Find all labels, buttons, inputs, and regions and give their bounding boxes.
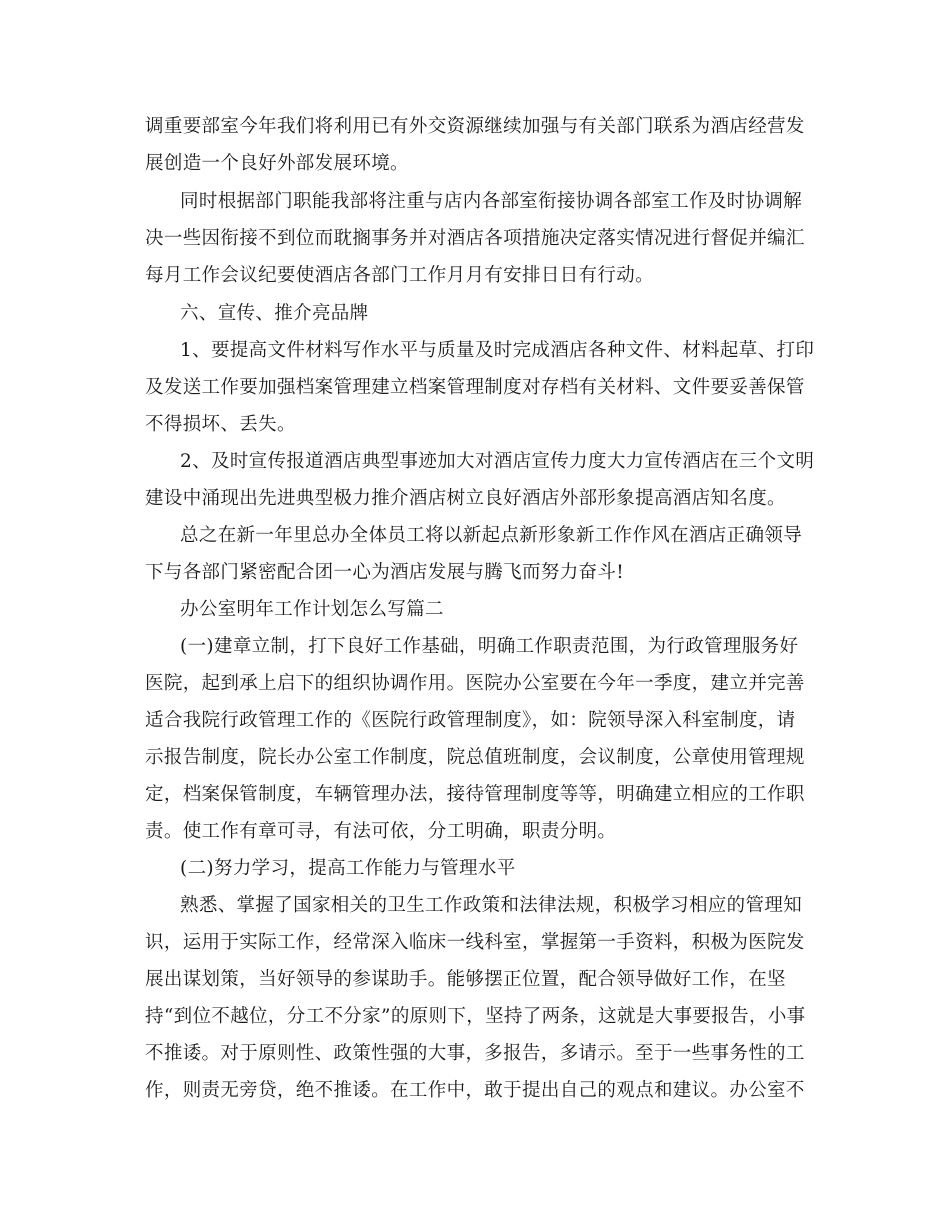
text-line: 调重要部室今年我们将利用已有外交资源继续加强与有关部门联系为酒店经营发 <box>145 116 805 137</box>
text-line: 1、要提高文件材料写作水平与质量及时完成酒店各种文件、材料起草、打印 <box>180 340 815 361</box>
text-line: 展创造一个良好外部发展环境。 <box>145 153 409 174</box>
text-line: 同时根据部门职能我部将注重与店内各部室衔接协调各部室工作及时协调解 <box>180 191 803 212</box>
text-line: 熟悉、掌握了国家相关的卫生工作政策和法律法规，积极学习相应的管理知 <box>180 895 803 916</box>
text-line: 持“到位不越位，分工不分家”的原则下，坚持了两条，这就是大事要报告，小事 <box>145 1006 806 1027</box>
section-heading: 六、宣传、推介亮品牌 <box>180 303 369 324</box>
text-line: 2、及时宣传报道酒店典型事迹加大对酒店宣传力度大力宣传酒店在三个文明 <box>180 451 815 472</box>
text-line: 定，档案保管制度，车辆管理办法，接待管理制度等等，明确建立相应的工作职 <box>145 784 805 805</box>
text-line: 不推诿。对于原则性、政策性强的大事，多报告，多请示。至于一些事务性的工 <box>145 1043 805 1064</box>
text-line: 及发送工作要加强档案管理建立档案管理制度对存档有关材料、文件要妥善保管 <box>145 377 805 398</box>
section-heading: (二)努力学习，提高工作能力与管理水平 <box>180 858 516 879</box>
text-line: 建设中涌现出先进典型极力推介酒店树立良好酒店外部形象提高酒店知名度。 <box>145 488 786 509</box>
text-line: 医院，起到承上启下的组织协调作用。医院办公室要在今年一季度，建立并完善 <box>145 673 805 694</box>
text-line: 作，则责无旁贷，绝不推诿。在工作中，敢于提出自己的观点和建议。办公室不 <box>145 1080 805 1101</box>
text-line: 责。使工作有章可寻，有法可依，分工明确，职责分明。 <box>145 821 617 842</box>
text-line: 适合我院行政管理工作的《医院行政管理制度》，如：院领导深入科室制度，请 <box>145 710 796 731</box>
text-line: 示报告制度，院长办公室工作制度，院总值班制度，会议制度，公章使用管理规 <box>145 747 805 768</box>
text-line: 每月工作会议纪要使酒店各部门工作月月有安排日日有行动。 <box>145 265 654 286</box>
text-line: 总之在新一年里总办全体员工将以新起点新形象新工作作风在酒店正确领导 <box>180 525 803 546</box>
text-line: 下与各部门紧密配合团一心为酒店发展与腾飞而努力奋斗! <box>145 562 625 583</box>
text-line: 不得损坏、丢失。 <box>145 414 296 435</box>
text-line: 决一些因衔接不到位而耽搁事务并对酒店各项措施决定落实情况进行督促并编汇 <box>145 228 805 249</box>
text-line: 展出谋划策，当好领导的参谋助手。能够摆正位置，配合领导做好工作，在坚 <box>145 969 786 990</box>
section-heading: 办公室明年工作计划怎么写篇二 <box>180 599 444 620</box>
text-line: 识，运用于实际工作，经常深入临床一线科室，掌握第一手资料，积极为医院发 <box>145 932 805 953</box>
text-line: (一)建章立制，打下良好工作基础，明确工作职责范围，为行政管理服务好 <box>180 636 799 657</box>
